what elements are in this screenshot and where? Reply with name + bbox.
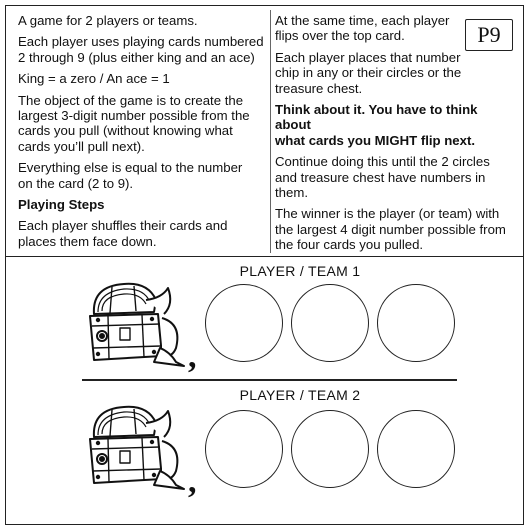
rule-paragraph: Each player uses playing cards numbered 2 through 9 (plus either king and an ace) xyxy=(18,34,264,65)
column-divider xyxy=(270,10,271,253)
rule-paragraph: Each player shuffles their cards and places them face down. xyxy=(18,218,228,249)
think-about-it-note: Think about it. You have to think about what cards you MIGHT flip next. xyxy=(275,102,478,148)
rules-column-left xyxy=(18,13,265,255)
team-separator-line xyxy=(82,379,457,381)
playing-steps-heading: Playing Steps xyxy=(18,197,105,213)
rule-paragraph: The winner is the player (or team) with the largest 4 digit number possible from the four cards you pulled. xyxy=(275,206,506,253)
rule-paragraph: At the same time, each player flips over the top card. xyxy=(275,13,450,44)
rule-paragraph: King = a zero / An ace = 1 xyxy=(18,71,170,87)
number-circle[interactable] xyxy=(291,410,369,488)
card-id-badge: P9 xyxy=(465,19,513,51)
digit-separator: , xyxy=(188,463,197,500)
number-circle[interactable] xyxy=(205,410,283,488)
digit-separator: , xyxy=(188,338,197,375)
rule-paragraph: Each player places that number chip in any or their circles or the treasure chest. xyxy=(275,49,462,96)
number-circle[interactable] xyxy=(377,284,455,362)
number-circle[interactable] xyxy=(205,284,283,362)
number-circle[interactable] xyxy=(291,284,369,362)
team-1-title: PLAYER / TEAM 1 xyxy=(239,263,361,279)
treasure-chest-icon[interactable] xyxy=(84,278,188,368)
rule-paragraph: Continue doing this until the 2 circles and treasure chest have numbers in them. xyxy=(275,154,490,201)
rule-paragraph: A game for 2 players or teams. xyxy=(18,13,198,28)
rule-paragraph: Everything else is equal to the number on the card (2 to 9). xyxy=(18,160,243,191)
rules-panel xyxy=(6,6,523,257)
team-2-title: PLAYER / TEAM 2 xyxy=(239,387,361,403)
number-circle[interactable] xyxy=(377,410,455,488)
treasure-chest-icon[interactable] xyxy=(84,401,188,491)
rule-paragraph: The object of the game is to create the largest 3-digit number possible from the cards you pull (without knowing what cards you’ll pull next). xyxy=(18,92,250,154)
